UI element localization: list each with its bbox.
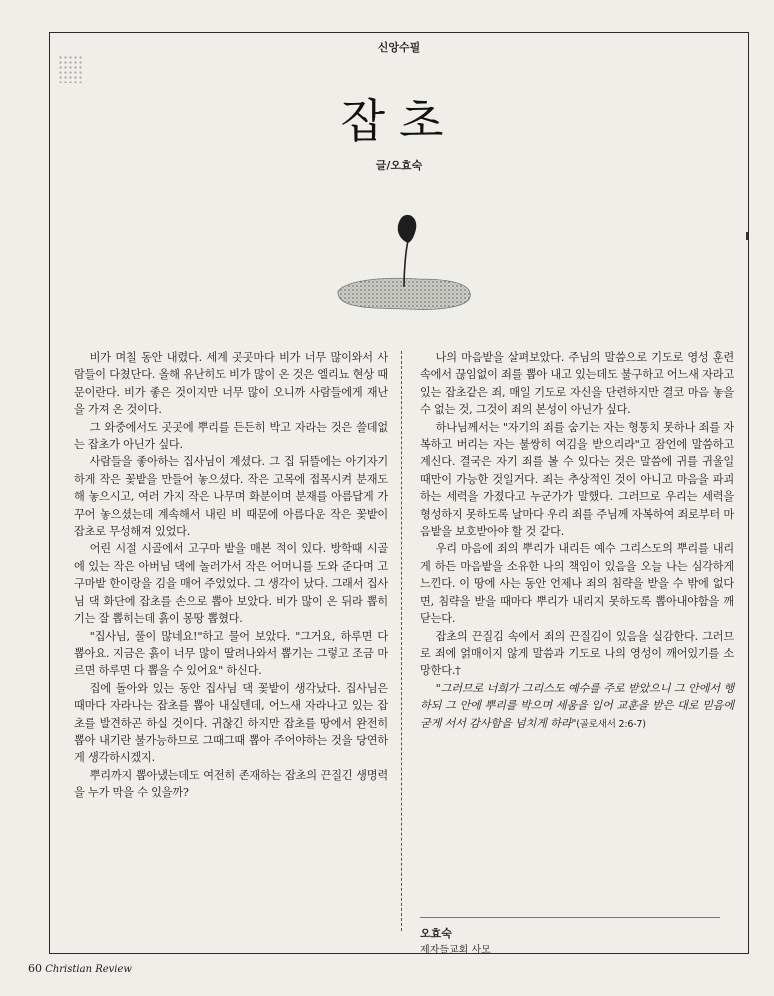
signature-divider bbox=[420, 917, 720, 918]
paragraph: 사람들을 좋아하는 집사님이 계셨다. 그 집 뒤뜰에는 아기자기하게 작은 꽃밭을 만들어 놓으셨다. 작은 고목에 접목시켜 분재도 해 놓으시고, 여러 가지 작은 나무며 화분이며 분재를 아름답게 가꾸어 놓으셨는데 계속해서 내린 비 때문에 아름다운 작은 꽃밭이 잡초로 무성해져 있었다. bbox=[74, 455, 388, 539]
page-number: 60 bbox=[28, 962, 42, 975]
article-frame bbox=[49, 32, 749, 954]
paragraph: 하나님께서는 "자기의 죄를 숨기는 자는 형통치 못하나 죄를 자복하고 버리는 자는 불쌍히 여김을 받으리라"고 잠언에 말씀하고 계신다. 결국은 자기 죄를 볼 수 있다는 것은 말씀에 귀를 귀울일 때만이 가능한 것일거다. 죄는 추상적인 것이 아니고 마음을 파괴하는 세력을 가졌다고 누군가가 말했다. 그러므로 우리는 세력을 형성하지 못하도록 날마다 우리 죄를 주님께 자복하여 죄로부터 마음밭을 보호받아야 할 것 같다. bbox=[420, 420, 734, 539]
scripture-quote bbox=[420, 680, 734, 733]
paragraph: 나의 마음밭을 살펴보았다. 주님의 말씀으로 기도로 영성 훈련 속에서 끊임없이 죄를 뽑아 내고 있는데도 불구하고 어느새 자라고 있는 잡초같은 죄, 매일 기도로 자신을 단련하지만 결코 마음 놓을 수 없는 것, 그것이 죄의 본성이 아닌가 싶다. bbox=[420, 351, 734, 417]
scripture-reference: (골로새서 2:6-7) bbox=[576, 718, 646, 730]
paragraph: 뿌리까지 뽑아냈는데도 여전히 존재하는 잡초의 끈질긴 생명력을 누가 막을 수 있을까? bbox=[74, 768, 388, 800]
right-column bbox=[420, 349, 734, 733]
author-role: 제자들교회 사모 bbox=[420, 945, 491, 956]
paragraph: 비가 며칠 동안 내렸다. 세계 곳곳마다 비가 너무 많이와서 사람들이 다쳤단다. 올해 유난히도 비가 많이 온 것은 엘리뇨 현상 때문이란다. 비가 좋은 것이지만 너무 많이 오니까 사람들에게 재난을 가져 온 것이다. bbox=[74, 351, 388, 417]
author-name: 오효숙 bbox=[420, 927, 452, 940]
magazine-name: Christian Review bbox=[45, 964, 132, 975]
paragraph: 어린 시절 시골에서 고구마 밭을 매본 적이 있다. 방학때 시골에 있는 작은 아버님 댁에 놀러가서 작은 어머니를 도와 준다며 고구마밭 한이랑을 김을 매어 주었었다. 그 생각이 났다. 그래서 집사님 댁 화단에 잡초를 손으로 뽑아 보았다. 비가 많이 온 뒤라 뽑히기는 잘 뽑히는데 흙이 몽땅 뽑혔다. bbox=[74, 542, 388, 626]
article-title: 잡초 bbox=[340, 94, 458, 148]
page-footer bbox=[28, 962, 132, 975]
paragraph: 그 와중에서도 곳곳에 뿌리를 든든히 박고 자라는 것은 쓸데없는 잡초가 아닌가 싶다. bbox=[74, 420, 388, 452]
paragraph: "집사님, 풀이 많네요!"하고 물어 보았다. "그거요, 하루면 다 뽑아요. 지금은 흙이 너무 많이 딸려나와서 뽑기는 그렇고 조금 마르면 하루면 다 뽑을 수 있어요" 하신다. bbox=[74, 629, 388, 678]
decorative-dots bbox=[58, 55, 82, 83]
column-divider bbox=[401, 351, 402, 931]
page-edge-mark bbox=[746, 232, 748, 240]
paragraph: 우리 마음에 죄의 뿌리가 내리든 예수 그리스도의 뿌리를 내리게 하든 마음밭을 소유한 나의 책임이 있음을 오늘 나는 심각하게 느낀다. 이 땅에 사는 동안 언제나 죄의 침략을 받을 수 밖에 없다면, 침략을 받을 때마다 뿌리가 내리지 못하도록 뽑아내야함을 깨닫는다. bbox=[420, 542, 734, 626]
sprout-illustration-icon bbox=[328, 209, 478, 319]
section-label: 신앙수필 bbox=[377, 41, 421, 54]
paragraph: 집에 돌아와 있는 동안 집사님 댁 꽃밭이 생각났다. 집사님은 때마다 자라나는 잡초를 뽑아 내실텐데, 어느새 자라나고 있는 잡초를 발견하곤 하실 것이다. 귀찮긴 하지만 잡초를 땅에서 완전히 뽑아 내기란 불가능하므로 그때그때 뽑아 주어야하는 것을 당연하게 생각하시겠지. bbox=[74, 681, 388, 765]
left-column bbox=[74, 349, 388, 802]
paragraph: 잡초의 끈질김 속에서 죄의 끈질김이 있음을 실감한다. 그러므로 죄에 얽매이지 않게 말씀과 기도로 나의 영성이 깨어있기를 소망한다.† bbox=[420, 629, 734, 678]
byline: 글/오효숙 bbox=[375, 159, 423, 172]
scripture-text: "그러므로 너희가 그리스도 예수를 주로 받았으니 그 안에서 행하되 그 안에 뿌리를 박으며 세움을 입어 교훈을 받은 대로 믿음에 굳게 서서 감사함을 넘치게 하라" bbox=[420, 681, 734, 730]
